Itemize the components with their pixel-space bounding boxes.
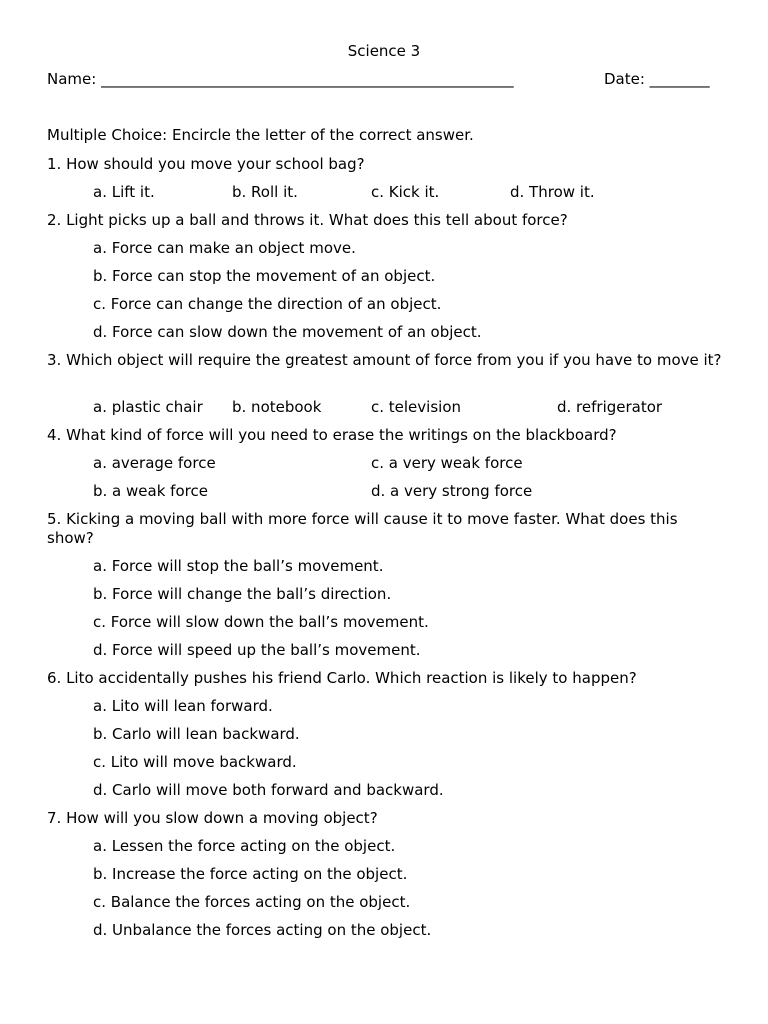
question-5-option-a: a. Force will stop the ball’s movement.: [93, 557, 384, 575]
worksheet-title: Science 3: [347, 42, 421, 60]
question-5-option-b: b. Force will change the ball’s direction.: [93, 585, 392, 603]
question-5-option-c: c. Force will slow down the ball’s movement.: [93, 613, 429, 631]
question-7-option-a: a. Lessen the force acting on the object.: [93, 837, 396, 855]
question-3: 3. Which object will require the greatest amount of force from you if you have to move it?: [47, 351, 722, 369]
question-5-option-d: d. Force will speed up the ball’s movement.: [93, 641, 421, 659]
question-7: 7. How will you slow down a moving object?: [47, 809, 378, 827]
question-7-option-b: b. Increase the force acting on the object.: [93, 865, 408, 883]
question-4-option-d: d. a very strong force: [371, 482, 533, 500]
question-7-option-d: d. Unbalance the forces acting on the object.: [93, 921, 432, 939]
name-field: Name: _______________________________________________________: [47, 70, 514, 88]
question-2-option-a: a. Force can make an object move.: [93, 239, 356, 257]
question-4-option-b: b. a weak force: [93, 482, 208, 500]
question-3-option-c: c. television: [371, 398, 461, 416]
question-1-option-d: d. Throw it.: [510, 183, 595, 201]
question-2-option-c: c. Force can change the direction of an object.: [93, 295, 442, 313]
question-6: 6. Lito accidentally pushes his friend Carlo. Which reaction is likely to happen?: [47, 669, 637, 687]
question-3-option-b: b. notebook: [232, 398, 322, 416]
question-7-option-c: c. Balance the forces acting on the object.: [93, 893, 411, 911]
question-6-option-a: a. Lito will lean forward.: [93, 697, 273, 715]
question-1-option-b: b. Roll it.: [232, 183, 298, 201]
question-4-option-c: c. a very weak force: [371, 454, 523, 472]
question-4-option-a: a. average force: [93, 454, 216, 472]
question-4: 4. What kind of force will you need to erase the writings on the blackboard?: [47, 426, 617, 444]
question-5: 5. Kicking a moving ball with more force will cause it to move faster. What does this show?: [47, 510, 678, 547]
question-2: 2. Light picks up a ball and throws it. What does this tell about force?: [47, 211, 568, 229]
question-2-option-d: d. Force can slow down the movement of an object.: [93, 323, 482, 341]
question-1-option-a: a. Lift it.: [93, 183, 155, 201]
question-2-option-b: b. Force can stop the movement of an object.: [93, 267, 436, 285]
instructions: Multiple Choice: Encircle the letter of the correct answer.: [47, 126, 474, 144]
question-6-option-d: d. Carlo will move both forward and backward.: [93, 781, 444, 799]
question-3-option-d: d. refrigerator: [557, 398, 663, 416]
question-1: 1. How should you move your school bag?: [47, 155, 365, 173]
question-6-option-b: b. Carlo will lean backward.: [93, 725, 300, 743]
date-field: Date: ________: [604, 70, 710, 88]
question-6-option-c: c. Lito will move backward.: [93, 753, 297, 771]
question-3-option-a: a. plastic chair: [93, 398, 203, 416]
question-1-option-c: c. Kick it.: [371, 183, 440, 201]
